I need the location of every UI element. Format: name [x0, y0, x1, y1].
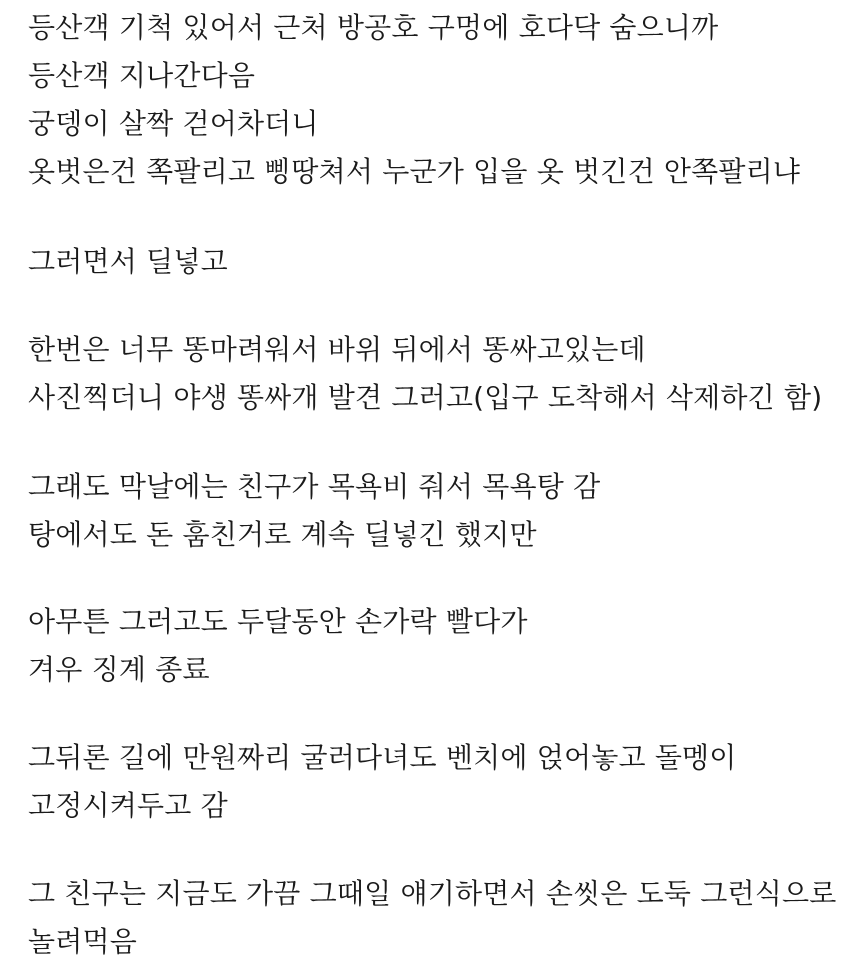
- text-line: 등산객 기척 있어서 근처 방공호 구멍에 호다닥 숨으니까: [28, 11, 719, 44]
- text-line: 탕에서도 돈 훔친거로 계속 딜넣긴 했지만: [28, 518, 537, 551]
- text-line: 등산객 지나간다음: [28, 59, 256, 92]
- text-line: 궁뎅이 살짝 걷어차더니: [28, 107, 319, 140]
- text-line: 고정시켜두고 감: [28, 789, 228, 822]
- text-line: 아무튼 그러고도 두달동안 손가락 빨다가: [28, 605, 528, 638]
- text-line: 그 친구는 지금도 가끔 그때일 얘기하면서 손씻은 도둑 그런식으로: [28, 877, 837, 910]
- text-line: 한번은 너무 똥마려워서 바위 뒤에서 똥싸고있는데: [28, 333, 646, 366]
- text-line: 그러면서 딜넣고: [28, 245, 228, 278]
- text-line: 그뒤론 길에 만원짜리 굴러다녀도 벤치에 얹어놓고 돌멩이: [28, 741, 737, 774]
- text-line: 옷벗은건 쪽팔리고 삥땅쳐서 누군가 입을 옷 벗긴건 안쪽팔리냐: [28, 155, 801, 188]
- text-line: 겨우 징계 종료: [28, 653, 210, 686]
- text-line: 사진찍더니 야생 똥싸개 발견 그러고(입구 도착해서 삭제하긴 함): [28, 381, 823, 414]
- text-line: 그래도 막날에는 친구가 목욕비 줘서 목욕탕 감: [28, 470, 601, 503]
- text-line: 놀려먹음: [28, 925, 137, 958]
